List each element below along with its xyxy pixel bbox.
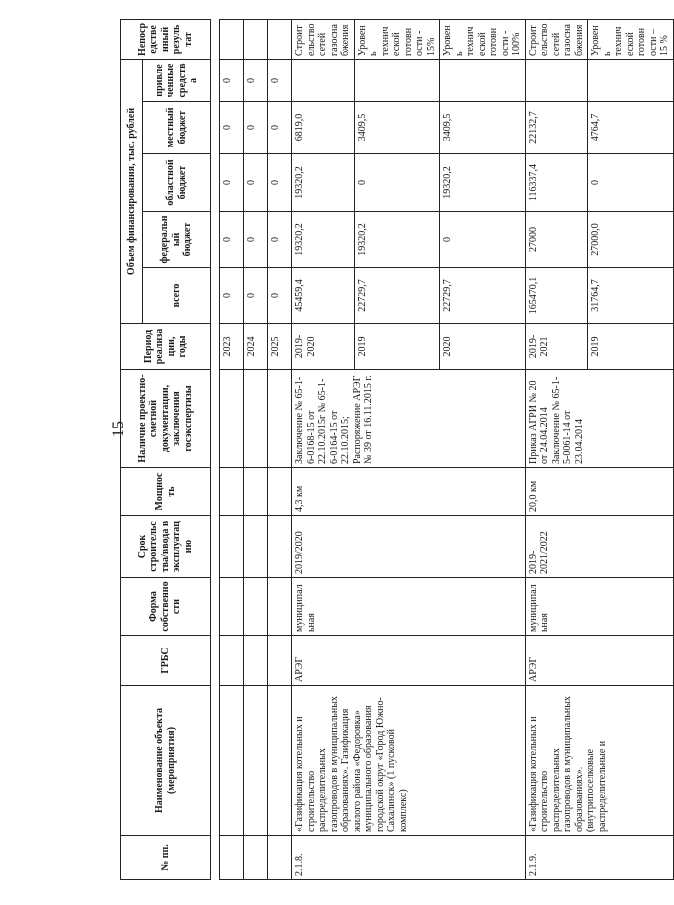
cell-period: 2024 — [244, 324, 268, 370]
cell-regional: 0 — [220, 154, 244, 212]
table-row — [292, 19, 355, 879]
cell-local: 3409,5 — [440, 102, 526, 154]
header-funding: Объем финансирования, тыс. рублей — [121, 59, 143, 323]
header-deadline: Срок строительства/ввода в эксплуатацию — [121, 516, 211, 578]
cell-period: 2019-2021 — [525, 324, 588, 370]
cell-period: 2020 — [440, 324, 526, 370]
cell-result: Уровень технической готовности - 15% — [354, 19, 440, 59]
cell-attracted: 0 — [268, 59, 292, 101]
header-name: Наименование объекта (мероприятия) — [121, 686, 211, 836]
cell-total: 0 — [268, 268, 292, 324]
separator-row — [211, 19, 220, 879]
cell-period: 2023 — [220, 324, 244, 370]
cell-ownership: муниципальная — [292, 578, 526, 636]
cell-num: 2.1.8. — [292, 836, 526, 880]
cell-local: 22132,7 — [525, 102, 588, 154]
page-number: 15 — [110, 421, 127, 437]
cell-regional: 0 — [354, 154, 440, 212]
cell-result: Уровень технической готовности - 100% — [440, 19, 526, 59]
header-attracted: привлеченные средства — [143, 59, 211, 101]
header-capacity: Мощность — [121, 468, 211, 516]
cell-total: 22729,7 — [354, 268, 440, 324]
table-row — [244, 19, 268, 879]
cell-grbs: АРЭГ — [292, 636, 526, 686]
cell-docs: Приказ АГРИ № 20 от 24.04.2014 Заключение № 65-1-5-0061-14 от 23.04.2014 — [525, 370, 673, 468]
cell-attracted — [525, 59, 588, 101]
cell-attracted — [440, 59, 526, 101]
cell-result: Уровень технической готовности – 15 % — [588, 19, 674, 59]
cell-name: «Газификация котельных и строительство распределительных газопроводов в муниципальных образованиях». (внутрипоселковые распределительные и — [525, 686, 673, 836]
table-viewport — [120, 20, 670, 880]
cell-period: 2019-2020 — [292, 324, 355, 370]
table-row — [220, 19, 244, 879]
cell-federal: 27000 — [525, 212, 588, 268]
cell-total: 0 — [244, 268, 268, 324]
cell-regional: 19320,2 — [292, 154, 355, 212]
cell-federal: 0 — [220, 212, 244, 268]
cell-federal: 0 — [440, 212, 526, 268]
cell-docs: Заключение № 65-1-6-0168-15 от 22.10.2015г № 65-1-6-0164-15 от 22.10.2015; Распоряжение АРЭГ № 39 от 16.11.2015 г. — [292, 370, 526, 468]
cell-deadline: 2019/2020 — [292, 516, 526, 578]
cell-total: 165470,1 — [525, 268, 588, 324]
cell-local: 0 — [220, 102, 244, 154]
header-local: местный бюджет — [143, 102, 211, 154]
header-num: № пп. — [121, 836, 211, 880]
cell-regional: 116337,4 — [525, 154, 588, 212]
cell-attracted — [354, 59, 440, 101]
header-grbs: ГРБС — [121, 636, 211, 686]
header-regional: областной бюджет — [143, 154, 211, 212]
cell-federal: 19320,2 — [354, 212, 440, 268]
header-total: всего — [143, 268, 211, 324]
cell-federal: 19320,2 — [292, 212, 355, 268]
cell-capacity: 4,3 км — [292, 468, 526, 516]
cell-regional: 19320,2 — [440, 154, 526, 212]
cell-total: 0 — [220, 268, 244, 324]
rotated-table-wrapper — [120, 20, 670, 880]
cell-period: 2025 — [268, 324, 292, 370]
cell-regional: 0 — [268, 154, 292, 212]
cell-ownership: муниципальная — [525, 578, 673, 636]
cell-attracted: 0 — [220, 59, 244, 101]
table-row — [525, 19, 588, 879]
cell-deadline: 2019-2021/2022 — [525, 516, 673, 578]
cell-local: 6819,0 — [292, 102, 355, 154]
cell-result: Строительство сетей газоснабжения — [525, 19, 588, 59]
cell-period: 2019 — [588, 324, 674, 370]
cell-attracted — [588, 59, 674, 101]
cell-local: 0 — [268, 102, 292, 154]
cell-period: 2019 — [354, 324, 440, 370]
cell-regional: 0 — [244, 154, 268, 212]
cell-attracted: 0 — [244, 59, 268, 101]
cell-local: 4764,7 — [588, 102, 674, 154]
header-ownership: Форма собственности — [121, 578, 211, 636]
cell-total: 31764,7 — [588, 268, 674, 324]
cell-result: Строительство сетей газоснабжения — [292, 19, 355, 59]
header-federal: федеральный бюджет — [143, 212, 211, 268]
cell-attracted — [292, 59, 355, 101]
cell-regional: 0 — [588, 154, 674, 212]
cell-local: 3409,5 — [354, 102, 440, 154]
table-row — [268, 19, 292, 879]
cell-total: 45459,4 — [292, 268, 355, 324]
header-docs: Наличие проектно-сметной документации, заключения госэкспертизы — [121, 370, 211, 468]
cell-federal: 0 — [268, 212, 292, 268]
financing-table — [120, 19, 674, 880]
cell-federal: 0 — [244, 212, 268, 268]
cell-local: 0 — [244, 102, 268, 154]
cell-capacity: 20,0 км — [525, 468, 673, 516]
header-result: Непосредственный результат — [121, 19, 211, 59]
cell-num: 2.1.9. — [525, 836, 673, 880]
cell-name: «Газификация котельных и строительство распределительных газопроводов в муниципальных образованиях». Газификация жилого района «Федоровка» муниципального образования городской округ «Город Южно-Сахалинск» (1 пусковой комплекс) — [292, 686, 526, 836]
cell-grbs: АРЭГ — [525, 636, 673, 686]
cell-total: 22729,7 — [440, 268, 526, 324]
header-period: Период реализации, годы — [121, 324, 211, 370]
cell-federal: 27000,0 — [588, 212, 674, 268]
